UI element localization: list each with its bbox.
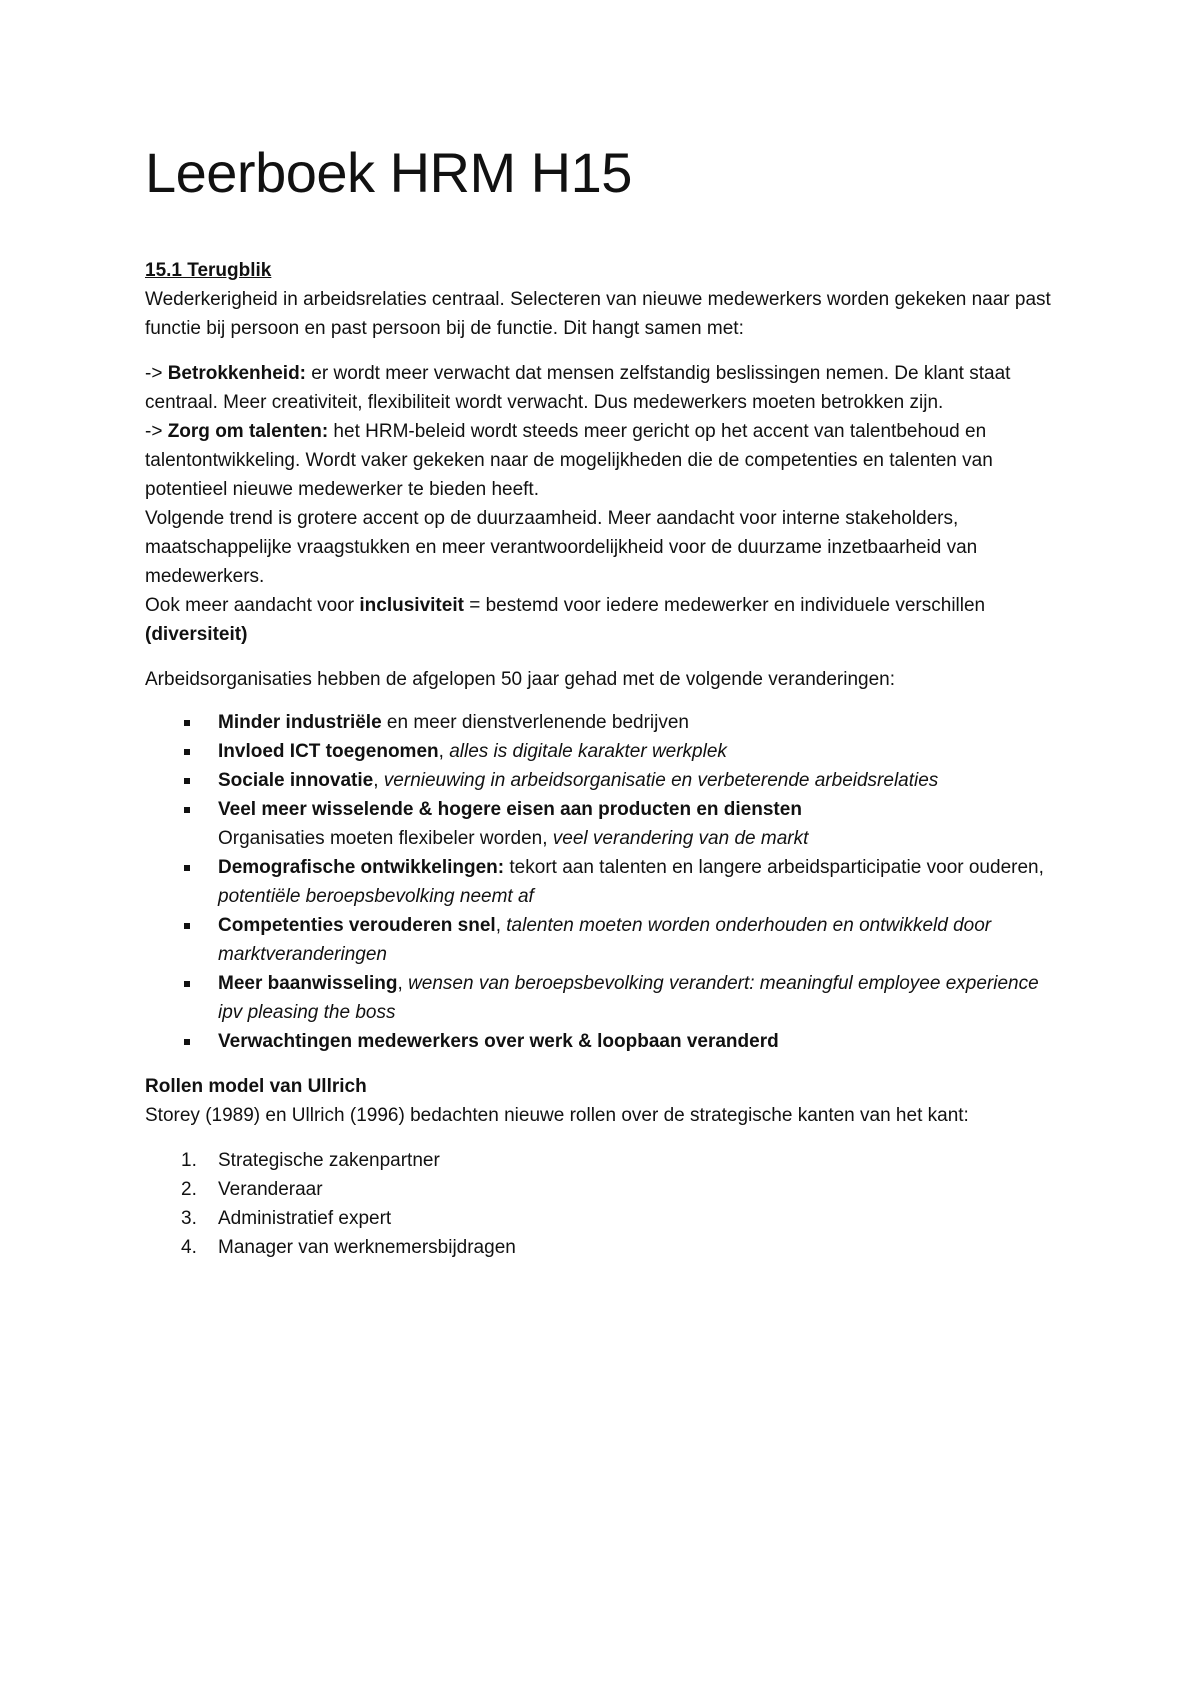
list-item: [145, 853, 1065, 911]
item-italic: wensen van beroepsbevolking verandert: meaningful employee experience ipv pleasing the boss: [218, 973, 1039, 1023]
inclusiviteit-bold: inclusiviteit: [359, 595, 464, 616]
inclusiviteit-pre: Ook meer aandacht voor: [145, 595, 360, 616]
item-bold: Minder industriële: [218, 712, 382, 733]
talenten-label: Zorg om talenten:: [167, 421, 329, 442]
ullrich-intro: Storey (1989) en Ullrich (1996) bedachten nieuwe rollen over de strategische kanten van het kant:: [145, 1105, 969, 1126]
inclusiviteit-paragraph: [145, 591, 1065, 649]
document-title: Leerboek HRM H15: [145, 141, 632, 204]
list-item: [145, 708, 1065, 737]
talenten-paragraph: [145, 417, 1065, 504]
item-text: tekort aan talenten en langere arbeidsparticipatie voor ouderen,: [504, 857, 1044, 878]
rollen-list: [145, 1146, 1065, 1262]
list-item: [145, 1027, 1065, 1056]
section-heading-terugblik: 15.1 Terugblik: [145, 260, 272, 281]
item-text: ,: [438, 741, 450, 762]
item-number: 4.: [181, 1237, 197, 1258]
item-number: 3.: [181, 1208, 197, 1229]
intro-paragraph: Wederkerigheid in arbeidsrelaties centraal. Selecteren van nieuwe medewerkers worden gekeken naar past functie bij persoon en past persoon bij de functie. Dit hangt samen met:: [145, 289, 1051, 339]
section-heading-ullrich: Rollen model van Ullrich: [145, 1076, 367, 1097]
betrokkenheid-label: Betrokkenheid:: [167, 363, 307, 384]
item-text: Manager van werknemersbijdragen: [218, 1237, 516, 1258]
item-text: en meer dienstverlenende bedrijven: [381, 712, 689, 733]
list-item: [145, 1233, 1065, 1262]
item-italic: alles is digitale karakter werkplek: [449, 741, 727, 762]
item-line2: Organisaties moeten flexibeler worden,: [218, 828, 553, 849]
item-text: Veranderaar: [218, 1179, 323, 1200]
item-line2-italic: veel verandering van de markt: [552, 828, 809, 849]
item-italic: talenten moeten worden onderhouden en ontwikkeld door marktveranderingen: [218, 915, 992, 965]
item-bold: Invloed ICT toegenomen: [218, 741, 439, 762]
item-text: ,: [397, 973, 409, 994]
document-body: [145, 256, 1065, 1262]
list-item: [145, 795, 1065, 853]
arrow-prefix: ->: [145, 421, 168, 442]
item-bold: Veel meer wisselende & hogere eisen aan producten en diensten: [218, 799, 802, 820]
item-text: ,: [373, 770, 384, 791]
betrokkenheid-paragraph: [145, 359, 1065, 417]
item-bold: Meer baanwisseling: [218, 973, 398, 994]
veranderingen-lead: Arbeidsorganisaties hebben de afgelopen 50 jaar gehad met de volgende veranderingen:: [145, 669, 895, 690]
list-item: [145, 911, 1065, 969]
inclusiviteit-post: = bestemd voor iedere medewerker en individuele verschillen: [463, 595, 986, 616]
list-item: [145, 1175, 1065, 1204]
item-italic: vernieuwing in arbeidsorganisatie en verbeterende arbeidsrelaties: [383, 770, 939, 791]
item-number: 1.: [181, 1150, 197, 1171]
duurzaamheid-paragraph: Volgende trend is grotere accent op de duurzaamheid. Meer aandacht voor interne stakeholders, maatschappelijke vraagstukken en meer verantwoordelijkheid voor de duurzame inzetbaarheid van medewerkers.: [145, 508, 978, 587]
item-bold: Verwachtingen medewerkers over werk & loopbaan veranderd: [218, 1031, 779, 1052]
list-item: [145, 766, 1065, 795]
item-bold: Competenties verouderen snel: [218, 915, 496, 936]
veranderingen-list: [145, 708, 1065, 1056]
item-text: Strategische zakenpartner: [218, 1150, 440, 1171]
item-bold: Sociale innovatie: [218, 770, 374, 791]
list-item: [145, 737, 1065, 766]
item-text: Administratief expert: [218, 1208, 392, 1229]
betrokkenheid-text: er wordt meer verwacht dat mensen zelfstandig beslissingen nemen. De klant staat centraal. Meer creativiteit, flexibiliteit wordt verwacht. Dus medewerkers moeten betrokken zijn.: [145, 363, 1011, 413]
talenten-text: het HRM-beleid wordt steeds meer gericht op het accent van talentbehoud en talentontwikkeling. Wordt vaker gekeken naar de mogelijkheden die de competenties en talenten van potentieel nieuwe medewerker te bieden heeft.: [145, 421, 993, 500]
item-number: 2.: [181, 1179, 197, 1200]
list-item: [145, 969, 1065, 1027]
item-italic: potentiële beroepsbevolking neemt af: [218, 886, 534, 907]
list-item: [145, 1204, 1065, 1233]
item-text: ,: [495, 915, 507, 936]
list-item: [145, 1146, 1065, 1175]
diversiteit-bold: (diversiteit): [145, 624, 248, 645]
item-bold: Demografische ontwikkelingen:: [218, 857, 505, 878]
arrow-prefix: ->: [145, 363, 168, 384]
